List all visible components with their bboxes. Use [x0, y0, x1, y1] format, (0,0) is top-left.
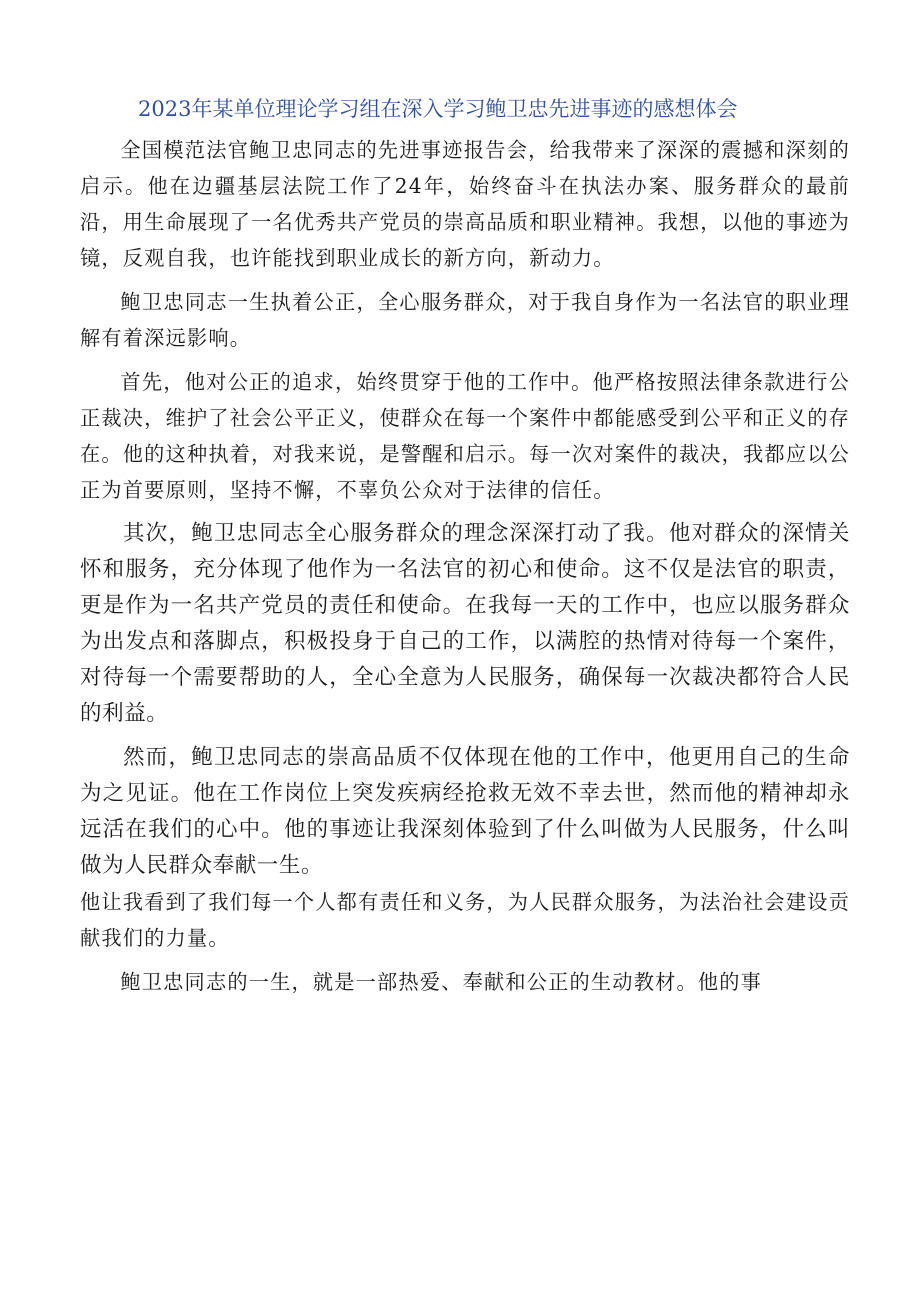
- paragraph-influence: 鲍卫忠同志一生执着公正，全心服务群众，对于我自身作为一名法官的职业理解有着深远影响。: [80, 290, 850, 350]
- paragraph-however: 然而，鲍卫忠同志的崇高品质不仅体现在他的工作中，他更用自己的生命为之见证。他在工作岗位上突发疾病经抢救无效不幸去世，然而他的精神却永远活在我们的心中。他的事迹让我深刻体验到了什么叫做为人民服务，什么叫做为人民群众奉献一生。: [80, 745, 850, 878]
- paragraph-first: 首先，他对公正的追求，始终贯穿于他的工作中。他严格按照法律条款进行公正裁决，维护了社会公平正义，使群众在每一个案件中都能感受到公平和正义的存在。他的这种执着，对我来说，是警醒和启示。每一次对案件的裁决，我都应以公正为首要原则，坚持不懈，不辜负公众对于法律的信任。: [80, 370, 850, 502]
- paragraph-intro: 全国模范法官鲍卫忠同志的先进事迹报告会，给我带来了深深的震撼和深刻的启示。他在边疆基层法院工作了24年，始终奋斗在执法办案、服务群众的最前沿，用生命展现了一名优秀共产党员的崇高品质和职业精神。我想，以他的事迹为镜，反观自我，也许能找到职业成长的新方向，新动力。: [80, 138, 850, 270]
- document-title: 2023年某单位理论学习组在深入学习鲍卫忠先进事迹的感想体会: [138, 97, 738, 121]
- paragraph-responsibility: 他让我看到了我们每一个人都有责任和义务，为人民群众服务，为法治社会建设贡献我们的力量。: [80, 890, 850, 950]
- paragraph-life: 鲍卫忠同志的一生，就是一部热爱、奉献和公正的生动教材。他的事: [120, 970, 763, 994]
- document-page: [80, 92, 850, 1000]
- paragraph-second: 其次，鲍卫忠同志全心服务群众的理念深深打动了我。他对群众的深情关怀和服务，充分体现了他作为一名法官的初心和使命。这不仅是法官的职责，更是作为一名共产党员的责任和使命。在我每一天的工作中，也应以服务群众为出发点和落脚点，积极投身于自己的工作，以满腔的热情对待每一个案件，对待每一个需要帮助的人，全心全意为人民服务，确保每一次裁决都符合人民的利益。: [80, 521, 850, 726]
